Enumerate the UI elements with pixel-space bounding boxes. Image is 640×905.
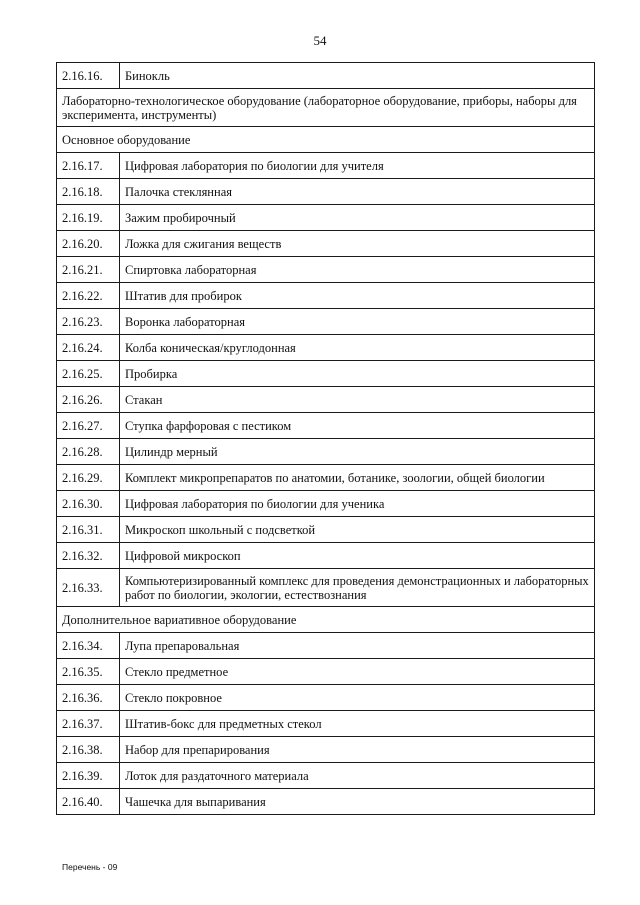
page-number: 54 bbox=[313, 33, 327, 48]
table-row bbox=[57, 517, 595, 543]
table-row bbox=[57, 685, 595, 711]
item-number: 2.16.16. bbox=[57, 63, 120, 89]
item-number: 2.16.22. bbox=[57, 283, 120, 309]
document-footer: Перечень - 09 bbox=[62, 862, 118, 872]
item-number: 2.16.18. bbox=[57, 179, 120, 205]
item-name: Чашечка для выпаривания bbox=[120, 789, 595, 815]
item-name: Лоток для раздаточного материала bbox=[120, 763, 595, 789]
item-name: Стакан bbox=[120, 387, 595, 413]
table-row bbox=[57, 179, 595, 205]
table-row bbox=[57, 63, 595, 89]
item-name: Цифровой микроскоп bbox=[120, 543, 595, 569]
table-row bbox=[57, 737, 595, 763]
section-header-text: Лабораторно-технологическое оборудование (лабораторное оборудование, приборы, наборы для эксперимента, инструменты) bbox=[57, 89, 595, 127]
item-name: Штатив-бокс для предметных стекол bbox=[120, 711, 595, 737]
section-header-row bbox=[57, 127, 595, 153]
table-row bbox=[57, 231, 595, 257]
item-number: 2.16.39. bbox=[57, 763, 120, 789]
table-row bbox=[57, 711, 595, 737]
table-row bbox=[57, 439, 595, 465]
equipment-table-body bbox=[57, 63, 595, 815]
table-row bbox=[57, 387, 595, 413]
item-number: 2.16.28. bbox=[57, 439, 120, 465]
section-header-text: Основное оборудование bbox=[57, 127, 595, 153]
item-name: Палочка стеклянная bbox=[120, 179, 595, 205]
item-name: Колба коническая/круглодонная bbox=[120, 335, 595, 361]
table-row bbox=[57, 465, 595, 491]
item-number: 2.16.17. bbox=[57, 153, 120, 179]
table-row bbox=[57, 283, 595, 309]
item-name: Цилиндр мерный bbox=[120, 439, 595, 465]
item-number: 2.16.25. bbox=[57, 361, 120, 387]
item-name: Цифровая лаборатория по биологии для учителя bbox=[120, 153, 595, 179]
item-number: 2.16.30. bbox=[57, 491, 120, 517]
table-row bbox=[57, 763, 595, 789]
item-name: Зажим пробирочный bbox=[120, 205, 595, 231]
table-row bbox=[57, 335, 595, 361]
item-name: Пробирка bbox=[120, 361, 595, 387]
item-number: 2.16.37. bbox=[57, 711, 120, 737]
item-name: Комплект микропрепаратов по анатомии, ботанике, зоологии, общей биологии bbox=[120, 465, 595, 491]
item-number: 2.16.27. bbox=[57, 413, 120, 439]
item-name: Стекло предметное bbox=[120, 659, 595, 685]
item-number: 2.16.29. bbox=[57, 465, 120, 491]
item-number: 2.16.38. bbox=[57, 737, 120, 763]
item-number: 2.16.20. bbox=[57, 231, 120, 257]
item-name: Лупа препаровальная bbox=[120, 633, 595, 659]
item-name: Цифровая лаборатория по биологии для ученика bbox=[120, 491, 595, 517]
item-name: Спиртовка лабораторная bbox=[120, 257, 595, 283]
table-row bbox=[57, 361, 595, 387]
table-row bbox=[57, 309, 595, 335]
item-name: Компьютеризированный комплекс для проведения демонстрационных и лабораторных работ по биологии, экологии, естествознания bbox=[120, 569, 595, 607]
table-row bbox=[57, 413, 595, 439]
item-name: Набор для препарирования bbox=[120, 737, 595, 763]
table-row bbox=[57, 257, 595, 283]
item-number: 2.16.36. bbox=[57, 685, 120, 711]
item-number: 2.16.26. bbox=[57, 387, 120, 413]
item-number: 2.16.19. bbox=[57, 205, 120, 231]
table-row bbox=[57, 569, 595, 607]
item-name: Бинокль bbox=[120, 63, 595, 89]
item-number: 2.16.21. bbox=[57, 257, 120, 283]
table-row bbox=[57, 153, 595, 179]
item-name: Штатив для пробирок bbox=[120, 283, 595, 309]
equipment-table bbox=[56, 62, 595, 815]
table-row bbox=[57, 659, 595, 685]
item-name: Воронка лабораторная bbox=[120, 309, 595, 335]
item-name: Ступка фарфоровая с пестиком bbox=[120, 413, 595, 439]
item-number: 2.16.33. bbox=[57, 569, 120, 607]
item-number: 2.16.34. bbox=[57, 633, 120, 659]
item-number: 2.16.32. bbox=[57, 543, 120, 569]
section-header-text: Дополнительное вариативное оборудование bbox=[57, 607, 595, 633]
table-row bbox=[57, 789, 595, 815]
table-row bbox=[57, 543, 595, 569]
section-header-row bbox=[57, 89, 595, 127]
item-name: Стекло покровное bbox=[120, 685, 595, 711]
item-name: Ложка для сжигания веществ bbox=[120, 231, 595, 257]
item-number: 2.16.24. bbox=[57, 335, 120, 361]
item-number: 2.16.23. bbox=[57, 309, 120, 335]
table-row bbox=[57, 491, 595, 517]
table-row bbox=[57, 205, 595, 231]
item-number: 2.16.31. bbox=[57, 517, 120, 543]
item-name: Микроскоп школьный с подсветкой bbox=[120, 517, 595, 543]
section-header-row bbox=[57, 607, 595, 633]
item-number: 2.16.40. bbox=[57, 789, 120, 815]
item-number: 2.16.35. bbox=[57, 659, 120, 685]
table-row bbox=[57, 633, 595, 659]
